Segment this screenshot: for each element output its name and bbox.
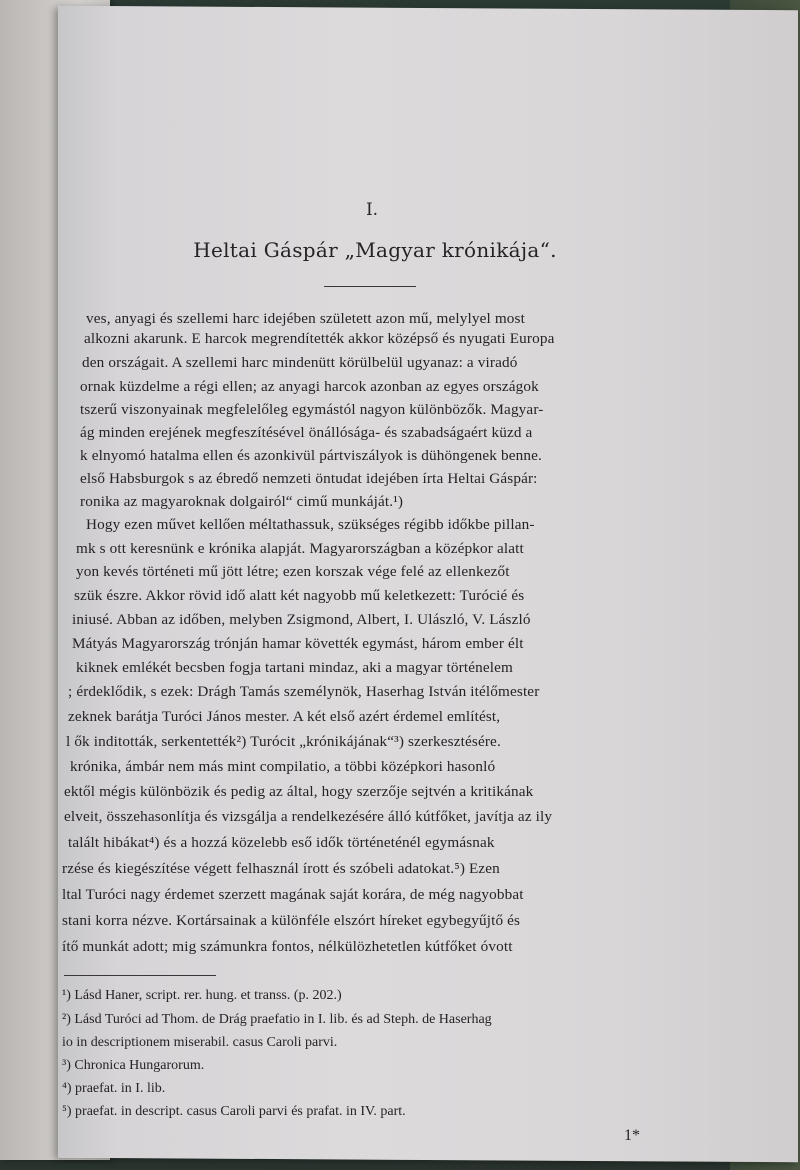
footnote: ⁵) praefat. in descript. casus Caroli parvi és prafat. in IV. part.	[62, 1104, 406, 1119]
body-line: ves, anyagi és szellemi harc idejében született azon mű, melylyel most	[86, 310, 525, 327]
body-line: ítő munkát adott; mig számunkra fontos, nélkülözhetetlen kútfőket óvott	[62, 938, 513, 955]
chapter-number: I.	[365, 200, 379, 220]
body-line: k elnyomó hatalma ellen és azonkivül pártviszályok is dühöngenek benne.	[80, 447, 542, 464]
body-line: yon kevés történeti mű jött létre; ezen korszak vége felé az ellenkezőt	[76, 563, 510, 580]
body-line: l ők inditották, serkentették²) Turócit „krónikájának“³) szerkesztésére.	[66, 733, 501, 750]
body-line: rzése és kiegészítése végett felhasznál írott és szóbeli adatokat.⁵) Ezen	[62, 860, 500, 877]
footnote: ²) Lásd Turóci ad Thom. de Drág praefatio in I. lib. és ad Steph. de Haserhag	[62, 1012, 492, 1027]
body-line: elveit, összehasonlítja és vizsgálja a rendelkezésére álló kútfőket, javítja az ily	[64, 808, 553, 825]
footnote-divider	[64, 975, 216, 976]
footnote: ³) Chronica Hungarorum.	[62, 1058, 205, 1073]
body-line: Mátyás Magyarország trónján hamar követték egymást, három ember élt	[72, 635, 524, 652]
body-line: tszerű viszonyainak megfelelőleg egymástól nagyon különbözők. Magyar-	[80, 401, 544, 418]
footnote: ¹) Lásd Haner, script. rer. hung. et transs. (p. 202.)	[62, 988, 342, 1003]
body-line: krónika, ámbár nem más mint compilatio, a többi középkori hasonló	[70, 758, 496, 775]
body-line: mk s ott keresnünk e krónika alapját. Magyarországban a középkor alatt	[76, 540, 524, 557]
footnote: io in descriptionem miserabil. casus Caroli parvi.	[62, 1035, 338, 1050]
body-line: den országait. A szellemi harc mindenütt körülbelül ugyanaz: a viradó	[82, 354, 518, 371]
body-line: alkozni akarunk. E harcok megrendítették akkor középső és nyugati Europa	[84, 330, 555, 347]
body-line: stani korra nézve. Kortársainak a különféle elszórt híreket egybegyűjtő és	[62, 912, 521, 929]
body-line: iniusé. Abban az időben, melyben Zsigmond, Albert, I. Ulászló, V. László	[72, 611, 531, 628]
footnote: ⁴) praefat. in I. lib.	[62, 1081, 166, 1096]
body-line: szük észre. Akkor rövid idő alatt két nagyobb mű keletkezett: Turócié és	[74, 587, 525, 604]
body-line: Hogy ezen művet kellően méltathassuk, szükséges régibb időkbe pillan-	[86, 516, 535, 533]
body-line: ektől mégis különbözik és pedig az által, hogy szerzője sejtvén a kritikának	[64, 783, 534, 800]
page-number: 1*	[624, 1127, 640, 1144]
body-line: ronika az magyaroknak dolgairól“ cimű munkáját.¹)	[80, 493, 404, 510]
body-line: zeknek barátja Turóci János mester. A két első azért érdemel említést,	[68, 708, 501, 725]
body-line: ; érdeklődik, s ezek: Drágh Tamás személynök, Haserhag István itélőmester	[68, 683, 540, 700]
body-line: talált hibákat⁴) és a hozzá közelebb eső idők történeténél egymásnak	[68, 834, 495, 851]
body-line: első Habsburgok s az ébredő nemzeti öntudat idejében írta Heltai Gáspár:	[80, 470, 538, 487]
body-line: ltal Turóci nagy érdemet szerzett magának saját korára, de még nagyobbat	[62, 886, 524, 903]
title-divider	[324, 286, 416, 287]
body-line: ornak küzdelme a régi ellen; az anyagi harcok azonban az egyes országok	[80, 378, 539, 395]
body-line: kiknek emlékét becsben fogja tartani mindaz, aki a magyar történelem	[76, 659, 513, 676]
body-line: ág minden erejének megfeszítésével önállósága- és szabadságaért küzd a	[80, 424, 533, 441]
chapter-title: Heltai Gáspár „Magyar krónikája“.	[193, 238, 557, 262]
